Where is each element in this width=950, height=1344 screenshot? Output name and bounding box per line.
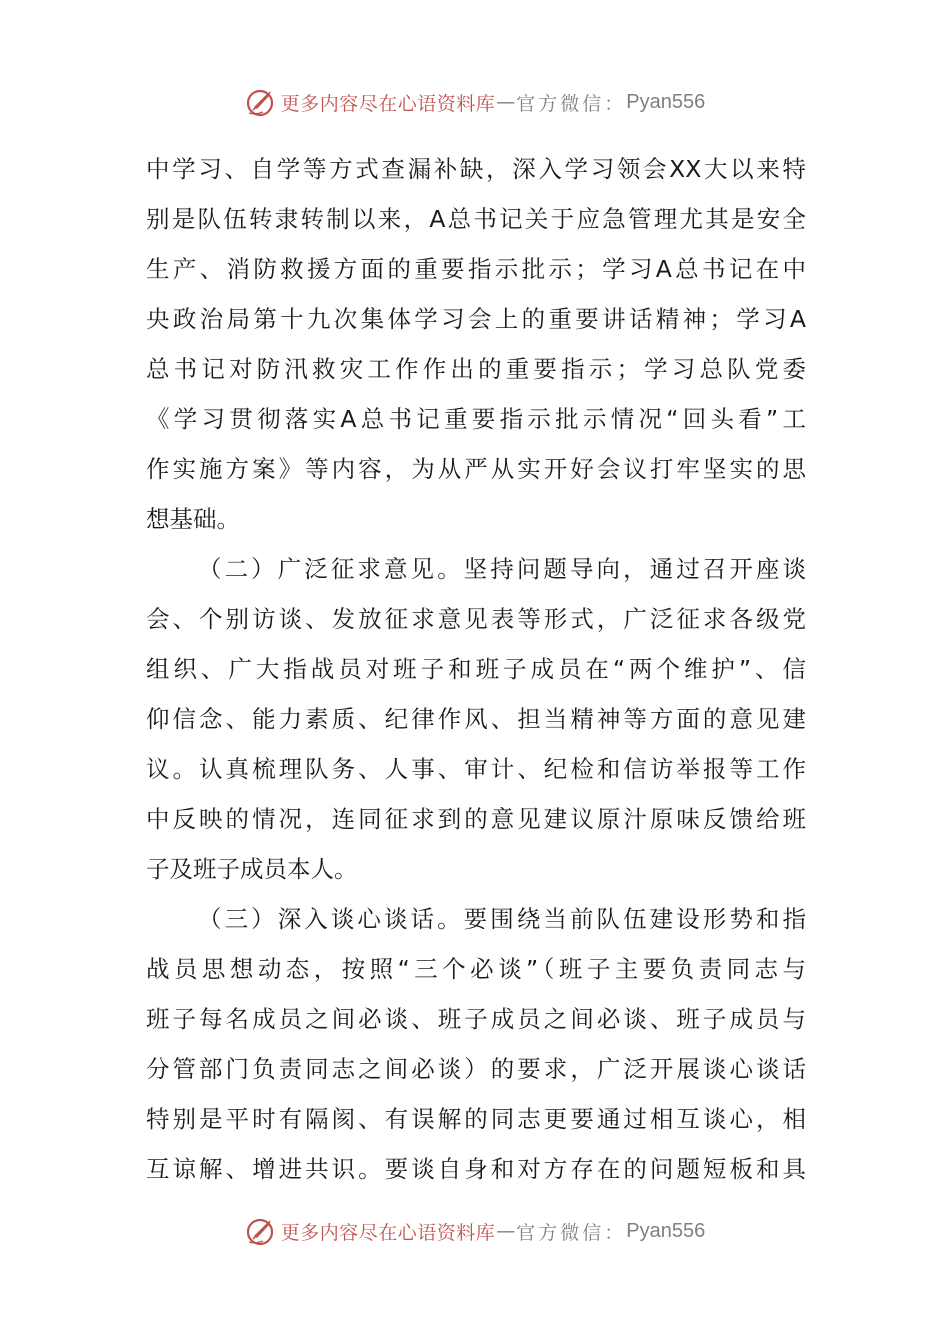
document-body bbox=[146, 144, 806, 1194]
section-heading-line: （三）深入谈心谈话。要围绕当前队伍建设形势和指 bbox=[198, 905, 806, 933]
section-heading-line: （二）广泛征求意见。坚持问题导向，通过召开座谈 bbox=[198, 555, 806, 583]
text-line: 分管部门负责同志之间必谈）的要求，广泛开展谈心谈话 bbox=[146, 1055, 806, 1083]
watermark-id: Pyan556 bbox=[626, 90, 706, 113]
text-line: 想基础。 bbox=[146, 505, 240, 533]
text-line: 《学习贯彻落实A总书记重要指示批示情况“回头看”工 bbox=[146, 405, 806, 433]
watermark-label: 官方微信： bbox=[516, 1221, 627, 1244]
text-line: 议。认真梳理队务、人事、审计、纪检和信访举报等工作 bbox=[146, 755, 806, 783]
text-line: 战员思想动态，按照“三个必谈”（班子主要负责同志与 bbox=[146, 955, 806, 983]
text-line: 作实施方案》等内容，为从严从实开好会议打牢坚实的思 bbox=[146, 455, 806, 483]
text-line: 总书记对防汛救灾工作作出的重要指示；学习总队党委 bbox=[146, 355, 806, 383]
watermark-dash: — bbox=[496, 1220, 516, 1242]
text-line: 仰信念、能力素质、纪律作风、担当精神等方面的意见建 bbox=[146, 705, 806, 733]
text-line: 央政治局第十九次集体学习会上的重要讲话精神；学习A bbox=[146, 305, 806, 333]
text-line: 生产、消防救援方面的重要指示批示；学习A总书记在中 bbox=[146, 255, 806, 283]
watermark-header bbox=[0, 82, 950, 122]
text-line: 组织、广大指战员对班子和班子成员在“两个维护”、信 bbox=[146, 655, 806, 683]
text-line: 别是队伍转隶转制以来，A总书记关于应急管理尤其是安全 bbox=[146, 205, 806, 233]
text-line: 特别是平时有隔阂、有误解的同志更要通过相互谈心，相 bbox=[146, 1105, 806, 1133]
pen-logo-icon bbox=[245, 85, 279, 119]
text-line: 中学习、自学等方式查漏补缺，深入学习领会XX大以来特 bbox=[146, 155, 806, 183]
text-line: 中反映的情况，连同征求到的意见建议原汁原味反馈给班 bbox=[146, 805, 806, 833]
watermark-main-text: 更多内容尽在心语资料库 bbox=[280, 92, 496, 115]
text-line: 会、个别访谈、发放征求意见表等形式，广泛征求各级党 bbox=[146, 605, 806, 633]
watermark-main-text: 更多内容尽在心语资料库 bbox=[280, 1221, 496, 1244]
watermark-footer bbox=[0, 1211, 950, 1251]
text-line: 子及班子成员本人。 bbox=[146, 855, 358, 883]
watermark-id: Pyan556 bbox=[626, 1219, 706, 1242]
text-line: 班子每名成员之间必谈、班子成员之间必谈、班子成员与 bbox=[146, 1005, 806, 1033]
watermark-label: 官方微信： bbox=[516, 92, 627, 115]
text-line: 互谅解、增进共识。要谈自身和对方存在的问题短板和具 bbox=[146, 1155, 806, 1183]
pen-logo-icon bbox=[245, 1214, 279, 1248]
watermark-dash: — bbox=[496, 91, 516, 113]
